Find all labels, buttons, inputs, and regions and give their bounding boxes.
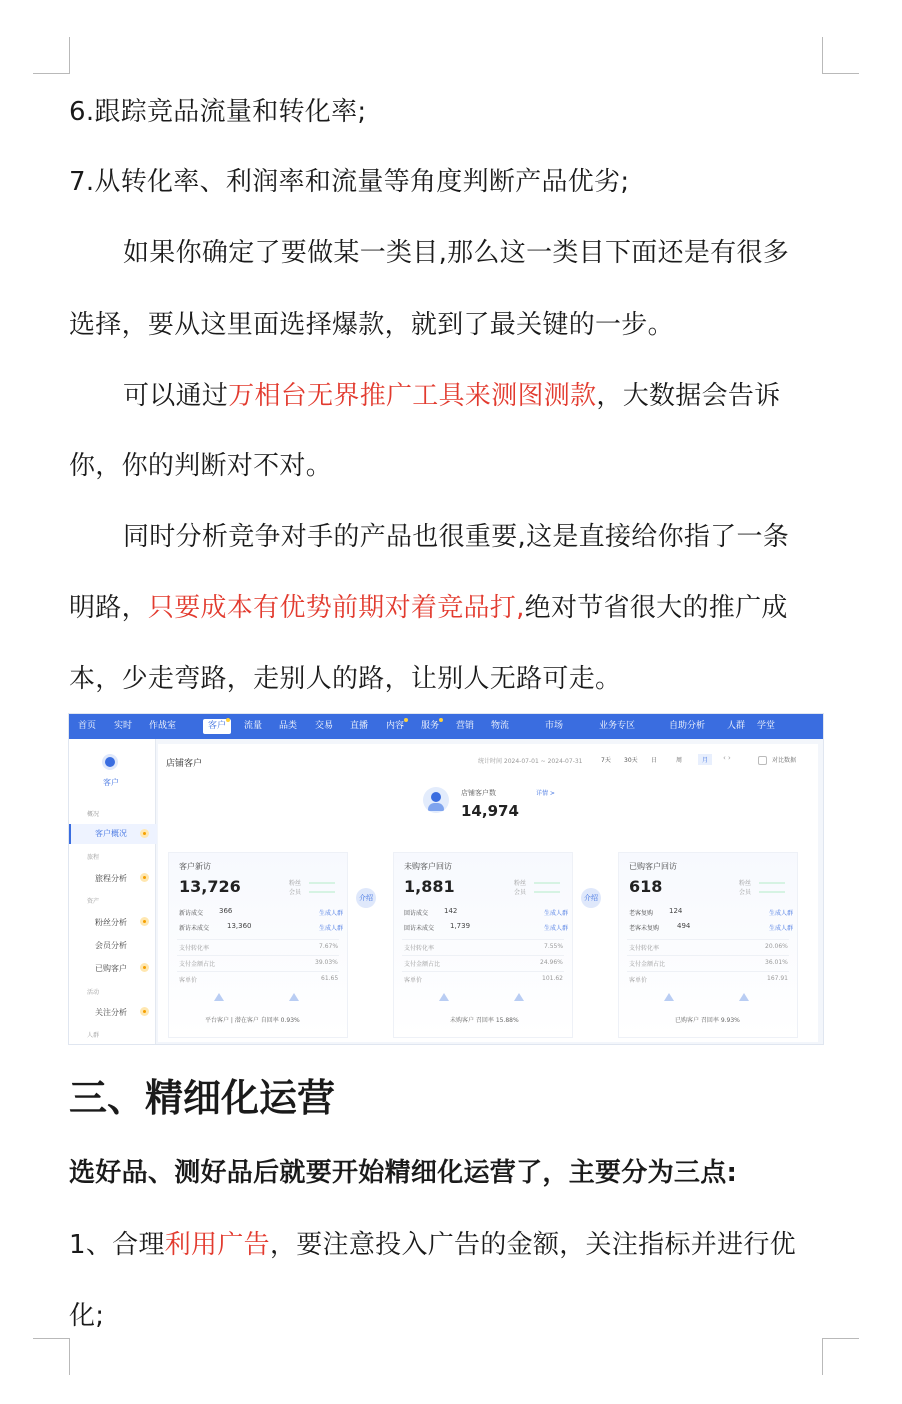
card-title: 已购客户回访	[629, 862, 677, 871]
metric-value: 36.01%	[765, 959, 788, 966]
arrow-up-icon	[664, 993, 674, 1001]
list-item-6: 6.跟踪竞品流量和转化率;	[69, 97, 367, 127]
nav-item[interactable]: 首页	[78, 721, 97, 731]
nav-item[interactable]: 物流	[491, 721, 510, 731]
compare-checkbox[interactable]	[758, 756, 767, 765]
paragraph-1-line-2: 选择，要从这里面选择爆款，就到了最关键的一步。	[69, 310, 674, 340]
crop-mark-bottom-left	[33, 1338, 70, 1375]
list-item-1	[69, 1225, 829, 1265]
arrow-up-icon	[214, 993, 224, 1001]
nav-item[interactable]: 市场	[545, 721, 564, 731]
metric-label: 支付转化率	[629, 945, 660, 952]
create-crowd-link[interactable]: 生成人群	[769, 910, 794, 917]
metric-label: 客单价	[629, 977, 648, 984]
nav-item[interactable]: 交易	[315, 721, 334, 731]
page-title: 店铺客户	[166, 759, 203, 769]
sidebar-group: 人群	[87, 1032, 100, 1039]
row-value: 1,739	[450, 922, 471, 930]
text-span: 1、合理	[69, 1230, 165, 1260]
row-value: 366	[219, 907, 233, 915]
nav-item[interactable]: 实时	[114, 721, 133, 731]
create-crowd-link[interactable]: 生成人群	[544, 910, 569, 917]
divider	[177, 955, 339, 956]
row-value: 13,360	[227, 922, 252, 930]
arrow-up-icon	[439, 993, 449, 1001]
section-heading: 三、精细化运营	[69, 1076, 336, 1120]
legend-member: 会员	[289, 889, 302, 896]
card-value: 1,881	[404, 877, 455, 896]
nav-item[interactable]: 学堂	[757, 721, 776, 731]
nav-item[interactable]: 内容	[386, 721, 405, 731]
row-label: 回访未成交	[404, 925, 435, 932]
nav-item[interactable]: 流量	[244, 721, 263, 731]
sidebar-item-journey[interactable]: 旅程分析	[95, 874, 127, 883]
badge-icon	[140, 963, 149, 972]
highlight-text: 万相台无界推广工具来测图测款	[228, 381, 597, 411]
customer-icon	[105, 757, 115, 767]
sidebar-item-overview[interactable]: 客户概况	[95, 829, 127, 838]
row-value: 142	[444, 907, 458, 915]
sidebar-group: 资产	[87, 898, 100, 905]
metric-label: 客单价	[179, 977, 198, 984]
prev-next-icon[interactable]: ‹ ›	[723, 754, 731, 762]
paragraph-2-line-1	[123, 376, 883, 416]
nav-item[interactable]: 作战室	[149, 721, 177, 731]
text-span: 可以通过	[123, 381, 229, 411]
nav-dot	[439, 718, 443, 722]
sidebar-group: 旅程	[87, 854, 100, 861]
nav-dot	[226, 718, 230, 722]
nav-item[interactable]: 服务	[421, 721, 440, 731]
row-value: 124	[669, 907, 683, 915]
link-icon: 介绍	[581, 888, 601, 908]
sidebar-item-fans[interactable]: 粉丝分析	[95, 918, 127, 927]
card-value: 618	[629, 877, 663, 896]
badge-icon	[140, 873, 149, 882]
metric-value: 24.96%	[540, 959, 563, 966]
metric-value: 20.06%	[765, 943, 788, 950]
nav-item[interactable]: 人群	[727, 721, 746, 731]
legend-bar	[534, 882, 560, 884]
nav-item-active[interactable]: 客户	[203, 719, 231, 734]
card-unbought-revisit	[393, 852, 573, 1038]
nav-dot	[404, 718, 408, 722]
divider	[402, 939, 564, 940]
divider	[177, 939, 339, 940]
text-span: 绝对节省很大的推广成	[524, 593, 788, 623]
metric-label: 支付转化率	[179, 945, 210, 952]
card-title: 客户新访	[179, 862, 211, 871]
badge-icon	[140, 1007, 149, 1016]
highlight-text: 只要成本有优势前期对着竞品打,	[147, 593, 525, 623]
card-footer: 平台客户 | 潜在客户 自回率 0.93%	[205, 1017, 300, 1024]
row-label: 新访未成交	[179, 925, 210, 932]
total-link[interactable]: 详情 >	[536, 790, 555, 797]
text-span: ，大数据会告诉	[596, 381, 781, 411]
nav-item[interactable]: 直播	[350, 721, 369, 731]
sidebar-item-member[interactable]: 会员分析	[95, 941, 127, 950]
nav-item[interactable]: 营销	[456, 721, 475, 731]
range-day[interactable]: 日	[651, 757, 658, 764]
badge-icon	[140, 829, 149, 838]
divider	[627, 971, 789, 972]
divider	[402, 955, 564, 956]
metric-value: 61.65	[321, 975, 339, 982]
metric-value: 39.03%	[315, 959, 338, 966]
legend-bar	[759, 882, 785, 884]
sidebar	[69, 739, 156, 1044]
metric-label: 支付金额占比	[179, 961, 216, 968]
paragraph-3-line-3: 本，少走弯路，走别人的路，让别人无路可走。	[69, 664, 622, 694]
divider	[177, 971, 339, 972]
arrow-up-icon	[289, 993, 299, 1001]
avatar-icon	[423, 787, 449, 813]
create-crowd-link[interactable]: 生成人群	[544, 925, 569, 932]
paragraph-3-line-1: 同时分析竞争对手的产品也很重要,这是直接给你指了一条	[123, 522, 790, 552]
crop-mark-bottom-right	[822, 1338, 859, 1375]
card-title: 未购客户回访	[404, 862, 452, 871]
legend-bar	[534, 891, 560, 893]
paragraph-3-line-2	[69, 588, 829, 628]
total-label: 店铺客户数	[461, 789, 496, 797]
divider	[402, 971, 564, 972]
row-label: 回访成交	[404, 910, 429, 917]
arrow-up-icon	[739, 993, 749, 1001]
range-week[interactable]: 周	[676, 757, 683, 764]
paragraph-1-line-1: 如果你确定了要做某一类目,那么这一类目下面还是有很多	[123, 238, 790, 268]
legend-fans: 粉丝	[289, 880, 302, 887]
link-icon: 介绍	[356, 888, 376, 908]
metric-value: 167.91	[767, 975, 788, 982]
text-span: ，要注意投入广告的金额，关注指标并进行优	[269, 1230, 796, 1260]
create-crowd-link[interactable]: 生成人群	[769, 925, 794, 932]
main-panel	[158, 744, 818, 1042]
card-value: 13,726	[179, 877, 241, 896]
nav-item[interactable]: 自助分析	[669, 721, 706, 731]
sidebar-item-bought[interactable]: 已购客户	[95, 964, 127, 973]
sidebar-group: 活动	[87, 989, 100, 996]
sidebar-title: 客户	[103, 778, 119, 787]
range-30d[interactable]: 30天	[624, 757, 638, 764]
top-nav	[69, 714, 823, 739]
range-7d[interactable]: 7天	[601, 757, 611, 764]
total-value: 14,974	[461, 802, 519, 820]
sidebar-item-follow[interactable]: 关注分析	[95, 1008, 127, 1017]
legend-fans: 粉丝	[739, 880, 752, 887]
range-month[interactable]: 月	[698, 754, 712, 765]
create-crowd-link[interactable]: 生成人群	[319, 925, 344, 932]
nav-item[interactable]: 品类	[279, 721, 298, 731]
legend-fans: 粉丝	[514, 880, 527, 887]
crop-mark-top-right	[822, 37, 859, 74]
arrow-up-icon	[514, 993, 524, 1001]
sidebar-group: 概况	[87, 811, 100, 818]
row-label: 新访成交	[179, 910, 204, 917]
compare-label: 对比数据	[772, 757, 797, 764]
legend-bar	[309, 891, 335, 893]
row-label: 老客未复购	[629, 925, 660, 932]
bold-intro-line: 选好品、测好品后就要开始精细化运营了，主要分为三点:	[69, 1158, 738, 1188]
legend-bar	[759, 891, 785, 893]
card-footer: 已购客户 召回率 9.93%	[675, 1017, 740, 1024]
badge-icon	[140, 917, 149, 926]
metric-value: 7.55%	[544, 943, 564, 950]
metric-label: 支付金额占比	[404, 961, 441, 968]
paragraph-2-line-2: 你，你的判断对不对。	[69, 451, 333, 481]
metric-label: 支付转化率	[404, 945, 435, 952]
metric-label: 支付金额占比	[629, 961, 666, 968]
legend-member: 会员	[514, 889, 527, 896]
highlight-text: 利用广告	[164, 1230, 270, 1260]
card-new-visit	[168, 852, 348, 1038]
metric-value: 101.62	[542, 975, 563, 982]
row-value: 494	[677, 922, 691, 930]
card-footer: 未购客户 召回率 15.88%	[450, 1017, 519, 1024]
row-label: 老客复购	[629, 910, 654, 917]
legend-member: 会员	[739, 889, 752, 896]
metric-value: 7.67%	[319, 943, 339, 950]
metric-label: 客单价	[404, 977, 423, 984]
legend-bar	[309, 882, 335, 884]
divider	[627, 955, 789, 956]
nav-item[interactable]: 业务专区	[599, 721, 636, 731]
crop-mark-top-left	[33, 37, 70, 74]
date-range: 统计时间 2024-07-01 ~ 2024-07-31	[478, 758, 583, 765]
card-bought-revisit	[618, 852, 798, 1038]
divider	[627, 939, 789, 940]
text-span: 明路，	[69, 593, 148, 623]
list-item-1-continued: 化;	[69, 1301, 105, 1331]
list-item-7: 7.从转化率、利润率和流量等角度判断产品优劣;	[69, 167, 630, 197]
create-crowd-link[interactable]: 生成人群	[319, 910, 344, 917]
dashboard-screenshot	[68, 713, 824, 1045]
